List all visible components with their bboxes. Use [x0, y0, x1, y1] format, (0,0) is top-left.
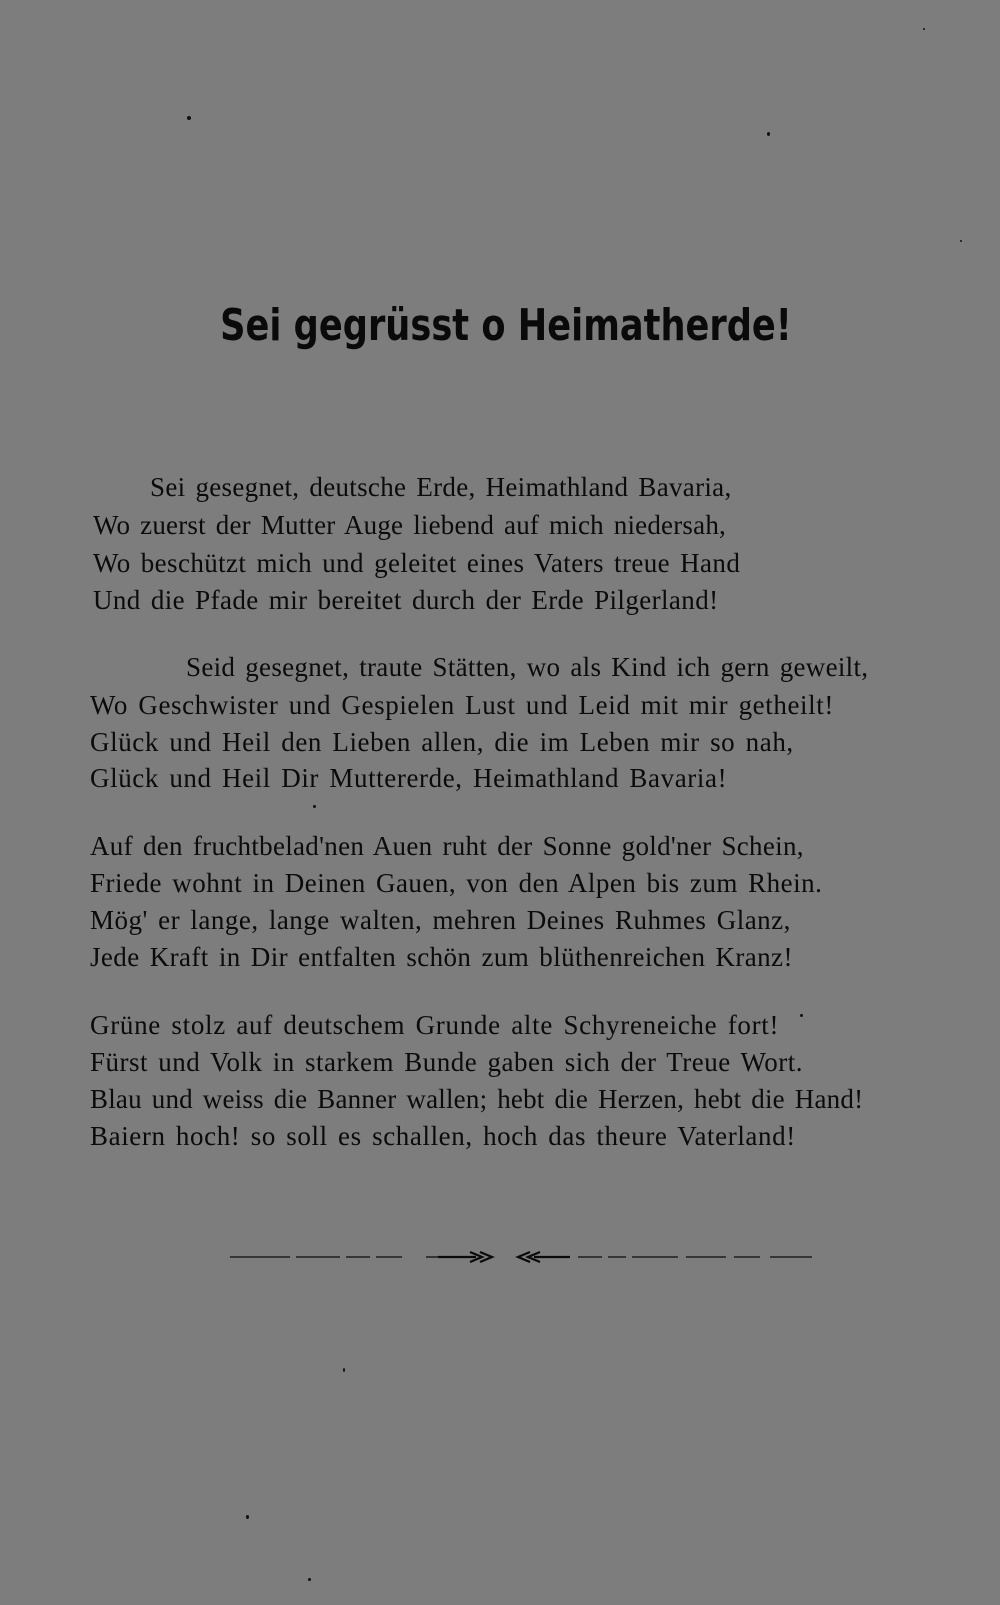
stanza-line: Wo zuerst der Mutter Auge liebend auf mich niedersah, — [93, 510, 726, 540]
stanza-line: Grüne stolz auf deutschem Grunde alte Schyreneiche fort! — [90, 1010, 780, 1040]
stanza-line: Fürst und Volk in starkem Bunde gaben sich der Treue Wort. — [90, 1047, 804, 1077]
scan-speck — [800, 1014, 803, 1017]
ornamental-divider — [230, 1250, 830, 1264]
stanza-line: Und die Pfade mir bereitet durch der Erde Pilgerland! — [93, 585, 719, 615]
stanza-line: Glück und Heil Dir Muttererde, Heimathland Bavaria! — [90, 763, 728, 793]
stanza-line: Wo beschützt mich und geleitet eines Vaters treue Hand — [93, 548, 741, 578]
scan-speck — [767, 132, 770, 136]
scan-speck — [960, 240, 962, 242]
scan-speck — [187, 116, 191, 120]
scan-speck — [246, 1515, 249, 1519]
stanza-line: Blau und weiss die Banner wallen; hebt die Herzen, hebt die Hand! — [90, 1084, 864, 1114]
stanza-line: Baiern hoch! so soll es schallen, hoch das theure Vaterland! — [90, 1121, 796, 1151]
stanza-line: Auf den fruchtbelad'nen Auen ruht der Sonne gold'ner Schein, — [90, 831, 804, 861]
stanza-line: Sei gesegnet, deutsche Erde, Heimathland Bavaria, — [150, 472, 732, 502]
stanza-line: Wo Geschwister und Gespielen Lust und Leid mit mir getheilt! — [90, 690, 834, 720]
poem-title: Sei gegrüsst o Heimatherde! — [220, 300, 792, 351]
stanza-line: Glück und Heil den Lieben allen, die im Leben mir so nah, — [90, 727, 794, 757]
scan-speck — [308, 1578, 311, 1581]
stanza-line: Jede Kraft in Dir entfalten schön zum blüthenreichen Kranz! — [90, 942, 793, 972]
scan-speck — [343, 1368, 345, 1372]
stanza-line: Seid gesegnet, traute Stätten, wo als Kind ich gern geweilt, — [186, 652, 869, 682]
stanza-line: Mög' er lange, lange walten, mehren Deines Ruhmes Glanz, — [90, 905, 791, 935]
stanza-line: Friede wohnt in Deinen Gauen, von den Alpen bis zum Rhein. — [90, 868, 823, 898]
scan-speck — [923, 28, 925, 30]
scan-speck — [313, 805, 316, 808]
